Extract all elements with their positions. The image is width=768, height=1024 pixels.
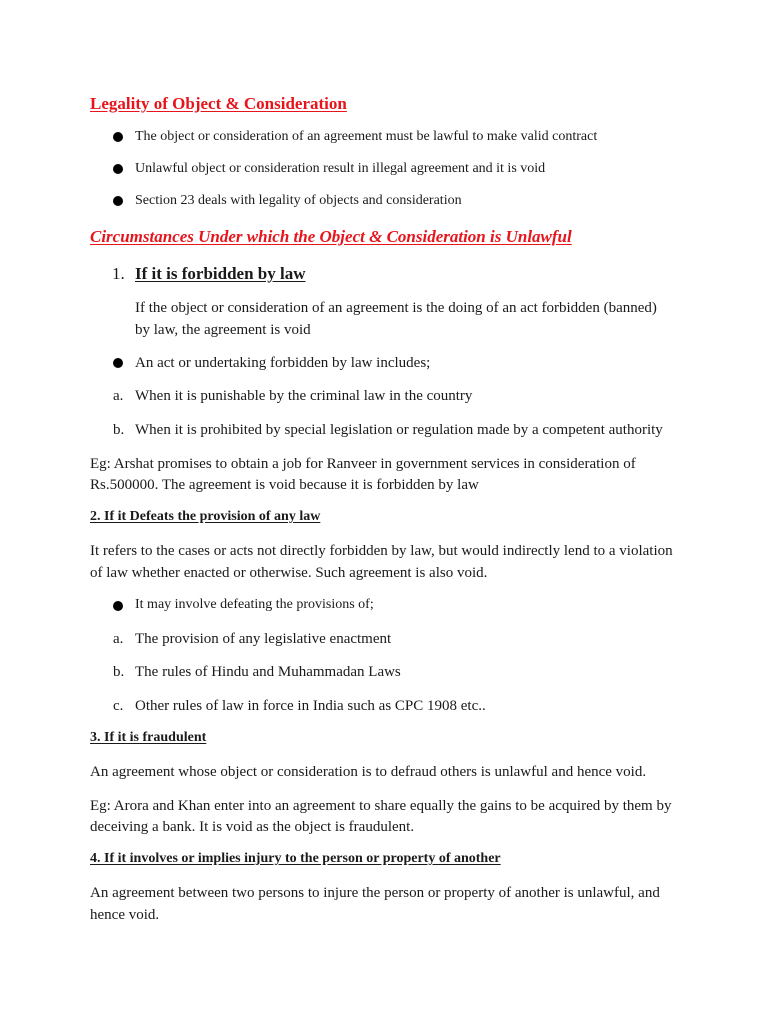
section4-title: 4. If it involves or implies injury to the person or property of another — [90, 851, 501, 866]
intro-bullet-3: Section 23 deals with legality of objects and consideration — [135, 193, 462, 208]
bullet-marker — [113, 601, 123, 611]
section2-title: 2. If it Defeats the provision of any law — [90, 509, 321, 524]
section1-number: 1. — [112, 264, 125, 283]
section3-text: An agreement whose object or consideration is to defraud others is unlawful and hence void. — [90, 764, 647, 780]
bullet-marker — [113, 164, 123, 174]
section1-example-line1: Eg: Arshat promises to obtain a job for Ranveer in government services in consideration of — [90, 456, 636, 472]
section1-text-line2: by law, the agreement is void — [135, 322, 311, 338]
bullet-marker — [113, 196, 123, 206]
list-marker: b. — [113, 422, 125, 438]
section1-example-line2: Rs.500000. The agreement is void because it is forbidden by law — [90, 477, 479, 493]
section4-text-line2: hence void. — [90, 907, 160, 923]
section3-example-line1: Eg: Arora and Khan enter into an agreement to share equally the gains to be acquired by them by — [90, 798, 672, 814]
list-marker: a. — [113, 388, 124, 404]
heading-legality: Legality of Object & Consideration — [90, 94, 347, 113]
section3-example-line2: deceiving a bank. It is void as the object is fraudulent. — [90, 819, 415, 835]
section1-text-line1: If the object or consideration of an agreement is the doing of an act forbidden (banned) — [135, 300, 657, 316]
list-item: When it is punishable by the criminal law in the country — [135, 388, 473, 404]
section1-title: If it is forbidden by law — [135, 264, 306, 283]
list-item: Other rules of law in force in India such as CPC 1908 etc.. — [135, 698, 486, 714]
bullet-marker — [113, 358, 123, 368]
bullet-marker — [113, 132, 123, 142]
list-marker: a. — [113, 631, 124, 647]
section2-bullet: It may involve defeating the provisions of; — [135, 597, 374, 612]
heading-circumstances: Circumstances Under which the Object & Consideration is Unlawful — [90, 227, 572, 246]
list-marker: c. — [113, 698, 124, 714]
list-item: The provision of any legislative enactment — [135, 631, 392, 647]
list-item: The rules of Hindu and Muhammadan Laws — [135, 664, 401, 680]
intro-bullet-2: Unlawful object or consideration result in illegal agreement and it is void — [135, 161, 546, 176]
list-marker: b. — [113, 664, 125, 680]
section2-text-line1: It refers to the cases or acts not directly forbidden by law, but would indirectly lend to a violation — [90, 543, 673, 559]
list-item: When it is prohibited by special legislation or regulation made by a competent authority — [135, 422, 663, 438]
intro-bullet-1: The object or consideration of an agreement must be lawful to make valid contract — [135, 129, 598, 144]
section4-text-line1: An agreement between two persons to injure the person or property of another is unlawful, and — [90, 885, 660, 901]
section2-text-line2: of law whether enacted or otherwise. Such agreement is also void. — [90, 565, 488, 581]
section3-title: 3. If it is fraudulent — [90, 730, 207, 745]
section1-bullet: An act or undertaking forbidden by law includes; — [135, 355, 431, 371]
